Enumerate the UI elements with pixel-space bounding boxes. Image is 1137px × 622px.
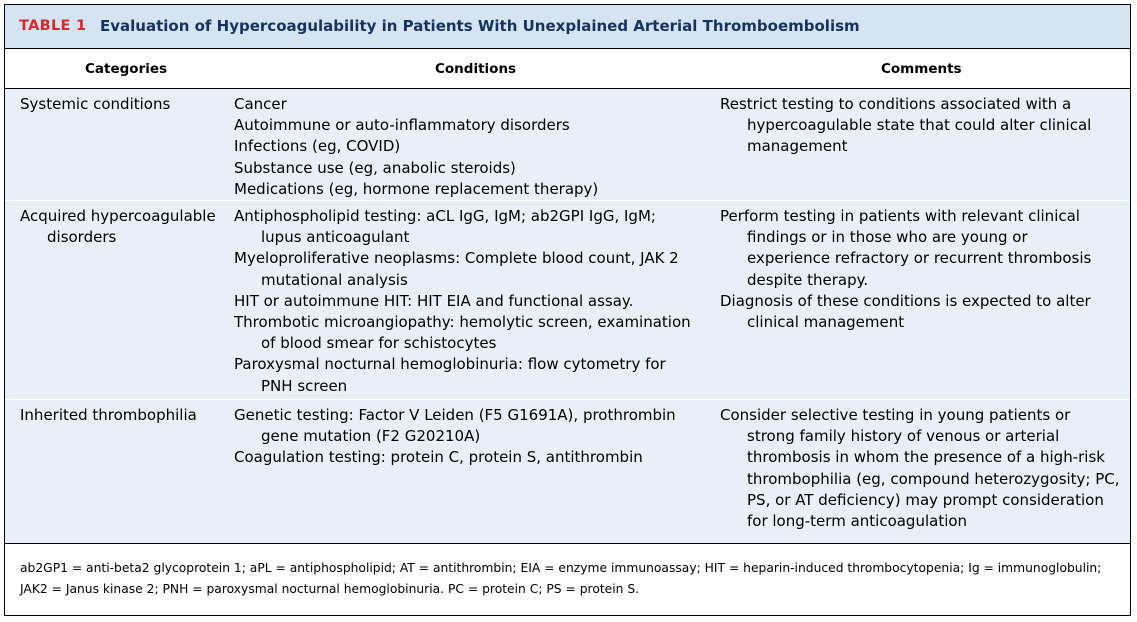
table-frame	[4, 4, 1131, 616]
header-categories: Categories	[85, 61, 168, 77]
comments-cell	[720, 405, 1120, 532]
condition-item: HIT or autoimmune HIT: HIT EIA and functional assay.	[234, 291, 634, 310]
condition-item: Cancer	[234, 95, 287, 113]
table-footnote: ab2GP1 = anti-beta2 glycoprotein 1; aPL = antiphospholipid; AT = antithrombin; EIA = enzyme immunoassay; HIT = heparin-induced thrombocytopenia; Ig = immunoglobulin; JAK2 = Janus kinase 2; PNH = paroxysmal nocturnal hemoglobinuria. PC = protein C; PS = protein S.	[20, 561, 1102, 596]
category-cell: Systemic conditions	[20, 95, 171, 113]
condition-item: Infections (eg, COVID)	[234, 137, 401, 156]
comments-cell	[720, 206, 1100, 333]
condition-item: Paroxysmal nocturnal hemoglobinuria: flow cytometry for PNH screen	[234, 355, 666, 395]
table-label: TABLE 1	[19, 18, 87, 34]
conditions-cell	[234, 94, 598, 200]
condition-item: Substance use (eg, anabolic steroids)	[234, 158, 516, 177]
header-conditions: Conditions	[435, 61, 517, 77]
header-comments: Comments	[881, 61, 962, 77]
condition-item: Antiphospholipid testing: aCL IgG, IgM; ab2GPI IgG, IgM; lupus anticoagulant	[234, 207, 656, 247]
comment-item: Perform testing in patients with relevant clinical findings or in those who are young or experience refractory or recurrent thrombosis despite therapy.	[720, 207, 1092, 289]
table-title: Evaluation of Hypercoagulability in Patients With Unexplained Arterial Thromboembolism	[100, 17, 860, 35]
table-body	[5, 89, 1130, 544]
condition-item: Coagulation testing: protein C, protein S, antithrombin	[234, 448, 643, 467]
comments-cell	[720, 94, 1100, 158]
table-title-bar	[5, 5, 1130, 49]
condition-item: Thrombotic microangiopathy: hemolytic screen, examination of blood smear for schistocytes	[234, 313, 691, 353]
conditions-cell	[234, 206, 699, 397]
comment-item: Diagnosis of these conditions is expected to alter clinical management	[720, 291, 1091, 332]
condition-item: Medications (eg, hormone replacement therapy)	[234, 179, 599, 198]
category-cell: Acquired hypercoagulable disorders	[20, 207, 216, 247]
condition-item: Myeloproliferative neoplasms: Complete blood count, JAK 2 mutational analysis	[234, 249, 679, 289]
table-header-row	[5, 49, 1130, 89]
category-cell: Inherited thrombophilia	[20, 406, 197, 424]
table-row	[5, 201, 1130, 399]
table-row	[5, 89, 1130, 200]
comment-item: Consider selective testing in young patients or strong family history of venous or arterial thrombosis in whom the presence of a high-risk thrombophilia (eg, compound heterozygosity; PC, PS, or AT deficiency) may prompt consideration for long-term anticoagulation	[720, 406, 1120, 531]
condition-item: Genetic testing: Factor V Leiden (F5 G1691A), prothrombin gene mutation (F2 G20210A)	[234, 406, 676, 446]
comment-item: Restrict testing to conditions associated with a hypercoagulable state that could alter clinical management	[720, 95, 1092, 156]
table-row	[5, 400, 1130, 544]
condition-item: Autoimmune or auto-inflammatory disorders	[234, 116, 570, 135]
conditions-cell	[234, 405, 699, 469]
